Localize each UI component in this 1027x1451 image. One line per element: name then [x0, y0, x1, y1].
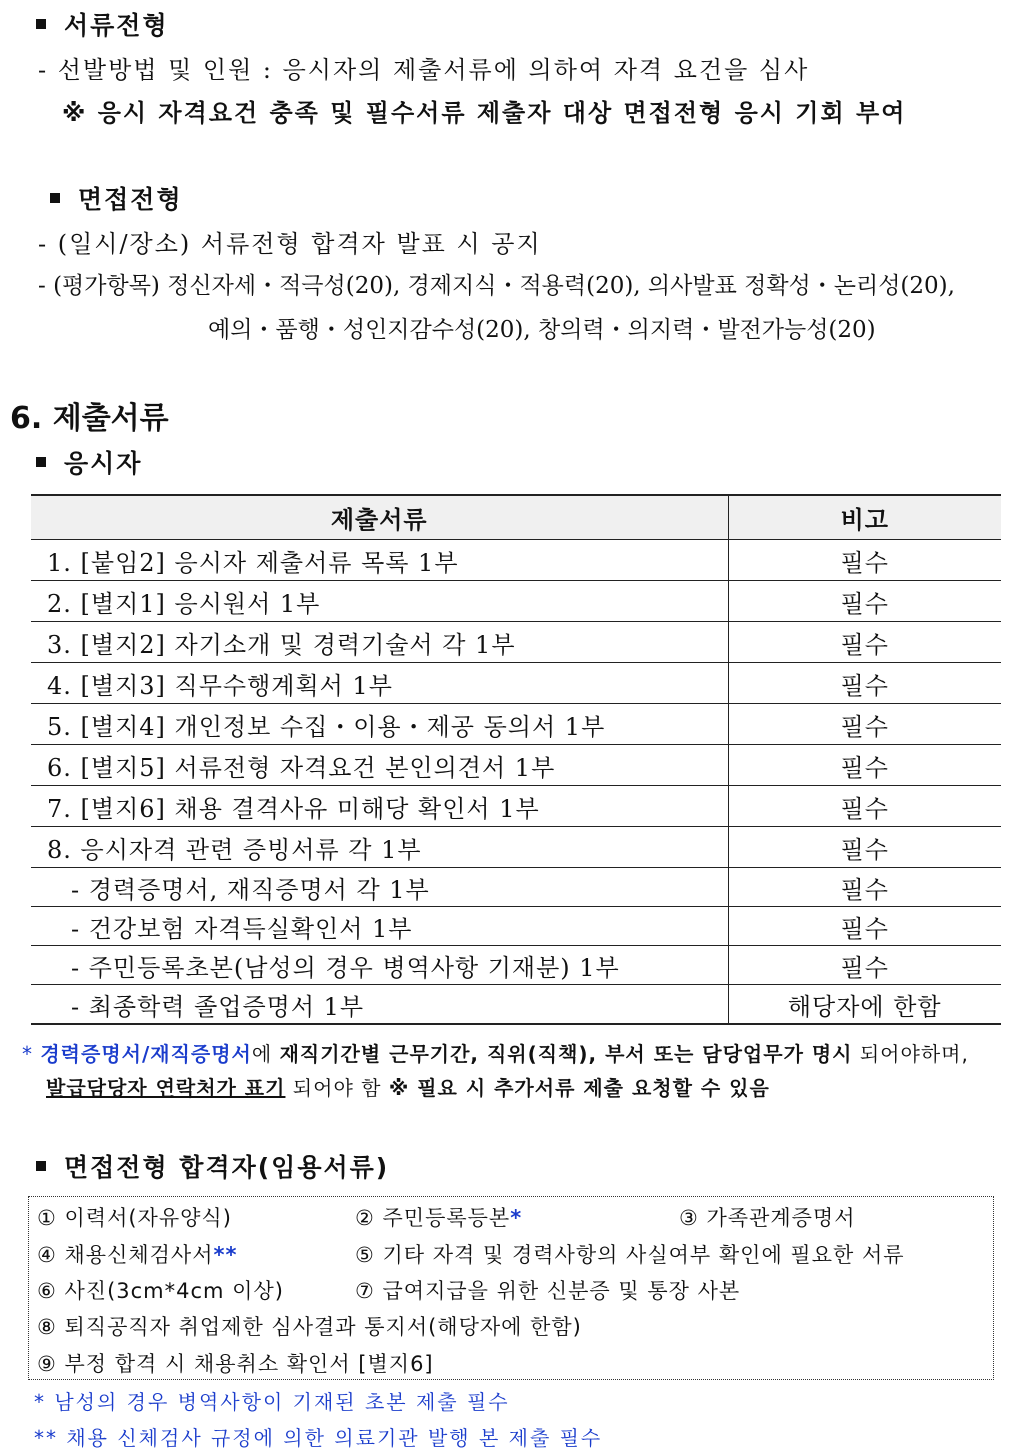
table-note-line2: 발급담당자 연락처가 표기 되어야 함 ※ 필요 시 추가서류 제출 요청할 수 있음	[46, 1076, 770, 1100]
table-row	[31, 704, 1001, 745]
bullet-square-icon	[36, 19, 46, 29]
doc-screening-note: ※ 응시 자격요건 충족 및 필수서류 제출자 대상 면접전형 응시 기회 부여	[62, 99, 907, 127]
table-header-note: 비고	[728, 495, 1001, 540]
table-row	[31, 786, 1001, 827]
table-cell-note: 필수	[728, 581, 1001, 622]
table-cell-doc: 7. [별지6] 채용 결격사유 미해당 확인서 1부	[31, 786, 728, 827]
footnote-2: ** 채용 신체검사 규정에 의한 의료기관 발행 본 제출 필수	[34, 1426, 603, 1450]
table-row	[31, 907, 1001, 946]
table-row	[31, 540, 1001, 581]
table-row	[31, 663, 1001, 704]
hired-item-family-cert: ③ 가족관계증명서	[679, 1206, 856, 1230]
table-cell-doc: - 경력증명서, 재직증명서 각 1부	[71, 875, 430, 904]
footnote-1: * 남성의 경우 병역사항이 기재된 초본 제출 필수	[34, 1390, 510, 1414]
table-row	[31, 827, 1001, 868]
note-star: *	[22, 1042, 33, 1066]
table-row	[31, 622, 1001, 663]
table-header-row	[31, 495, 1001, 540]
table-cell-doc: - 주민등록초본(남성의 경우 병역사항 기재분) 1부	[71, 953, 620, 982]
note-requirements: 재직기간별 근무기간, 직위(직책), 부서 또는 담당업무가 명시	[279, 1042, 853, 1066]
note-certificates: 경력증명서/재직증명서	[40, 1042, 252, 1066]
hired-item-retired-official: ⑧ 퇴직공직자 취업제한 심사결과 통지서(해당자에 한함)	[37, 1315, 582, 1339]
star-mark: *	[510, 1206, 523, 1230]
bullet-square-icon	[36, 457, 46, 467]
table-cell-note: 필수	[728, 907, 1001, 946]
table-cell-note: 필수	[728, 622, 1001, 663]
hired-heading: 면접전형 합격자(임용서류)	[36, 1148, 389, 1184]
section6-title: 6. 제출서류	[10, 401, 169, 436]
bullet-square-icon	[36, 1161, 46, 1171]
note-contact: 발급담당자 연락처가 표기	[46, 1076, 286, 1100]
hired-documents-box	[28, 1196, 994, 1380]
interview-heading: 면접전형	[50, 180, 183, 216]
table-note-line1: * 경력증명서/재직증명서에 재직기간별 근무기간, 직위(직책), 부서 또는 담당업무가 명시 되어야하며,	[22, 1042, 969, 1066]
table-cell-note: 해당자에 한함	[728, 985, 1001, 1025]
table-cell-note: 필수	[728, 786, 1001, 827]
table-cell-note: 필수	[728, 827, 1001, 868]
hired-item-resident-copy: ② 주민등록등본*	[355, 1206, 523, 1230]
table-row	[31, 985, 1001, 1025]
interview-criteria-line1: - (평가항목) 정신자세・적극성(20), 경제지식・적용력(20), 의사발표 정확성・논리성(20),	[38, 273, 955, 299]
doc-screening-heading: 서류전형	[36, 6, 169, 42]
hired-item-bank: ⑦ 급여지급을 위한 신분증 및 통장 사본	[355, 1279, 741, 1303]
table-cell-note: 필수	[728, 745, 1001, 786]
table-cell-doc: 2. [별지1] 응시원서 1부	[31, 581, 728, 622]
star-mark: **	[213, 1243, 238, 1267]
table-cell-doc: 8. 응시자격 관련 증빙서류 각 1부	[31, 827, 728, 868]
hired-item-photo: ⑥ 사진(3cm*4cm 이상)	[37, 1279, 284, 1303]
table-cell-note: 필수	[728, 540, 1001, 581]
table-cell-doc: 1. [붙임2] 응시자 제출서류 목록 1부	[31, 540, 728, 581]
table-header-docs: 제출서류	[31, 495, 728, 540]
interview-criteria-line2: 예의・품행・성인지감수성(20), 창의력・의지력・발전가능성(20)	[208, 317, 876, 343]
note-additional: ※ 필요 시 추가서류 제출 요청할 수 있음	[388, 1076, 770, 1100]
submission-table	[31, 494, 1001, 1025]
doc-screening-method: - 선발방법 및 인원 : 응시자의 제출서류에 의하여 자격 요건을 심사	[38, 56, 810, 84]
table-row	[31, 581, 1001, 622]
table-row	[31, 868, 1001, 907]
table-cell-doc: 3. [별지2] 자기소개 및 경력기술서 각 1부	[31, 622, 728, 663]
bullet-square-icon	[50, 193, 60, 203]
table-cell-note: 필수	[728, 868, 1001, 907]
table-cell-note: 필수	[728, 946, 1001, 985]
table-row	[31, 946, 1001, 985]
table-row	[31, 745, 1001, 786]
applicant-heading: 응시자	[36, 444, 142, 480]
table-cell-note: 필수	[728, 663, 1001, 704]
table-cell-doc: 4. [별지3] 직무수행계획서 1부	[31, 663, 728, 704]
table-cell-doc: 5. [별지4] 개인정보 수집・이용・제공 동의서 1부	[31, 704, 728, 745]
hired-item-medical: ④ 채용신체검사서**	[37, 1243, 238, 1267]
table-cell-doc: - 건강보험 자격득실확인서 1부	[71, 914, 413, 943]
hired-item-cancellation: ⑨ 부정 합격 시 채용취소 확인서 [별지6]	[37, 1352, 434, 1376]
hired-item-other: ⑤ 기타 자격 및 경력사항의 사실여부 확인에 필요한 서류	[355, 1243, 905, 1267]
interview-schedule: - (일시/장소) 서류전형 합격자 발표 시 공지	[38, 230, 542, 258]
hired-item-resume: ① 이력서(자유양식)	[37, 1206, 232, 1230]
table-cell-note: 필수	[728, 704, 1001, 745]
table-cell-doc: 6. [별지5] 서류전형 자격요건 본인의견서 1부	[31, 745, 728, 786]
table-cell-doc: - 최종학력 졸업증명서 1부	[71, 992, 365, 1021]
